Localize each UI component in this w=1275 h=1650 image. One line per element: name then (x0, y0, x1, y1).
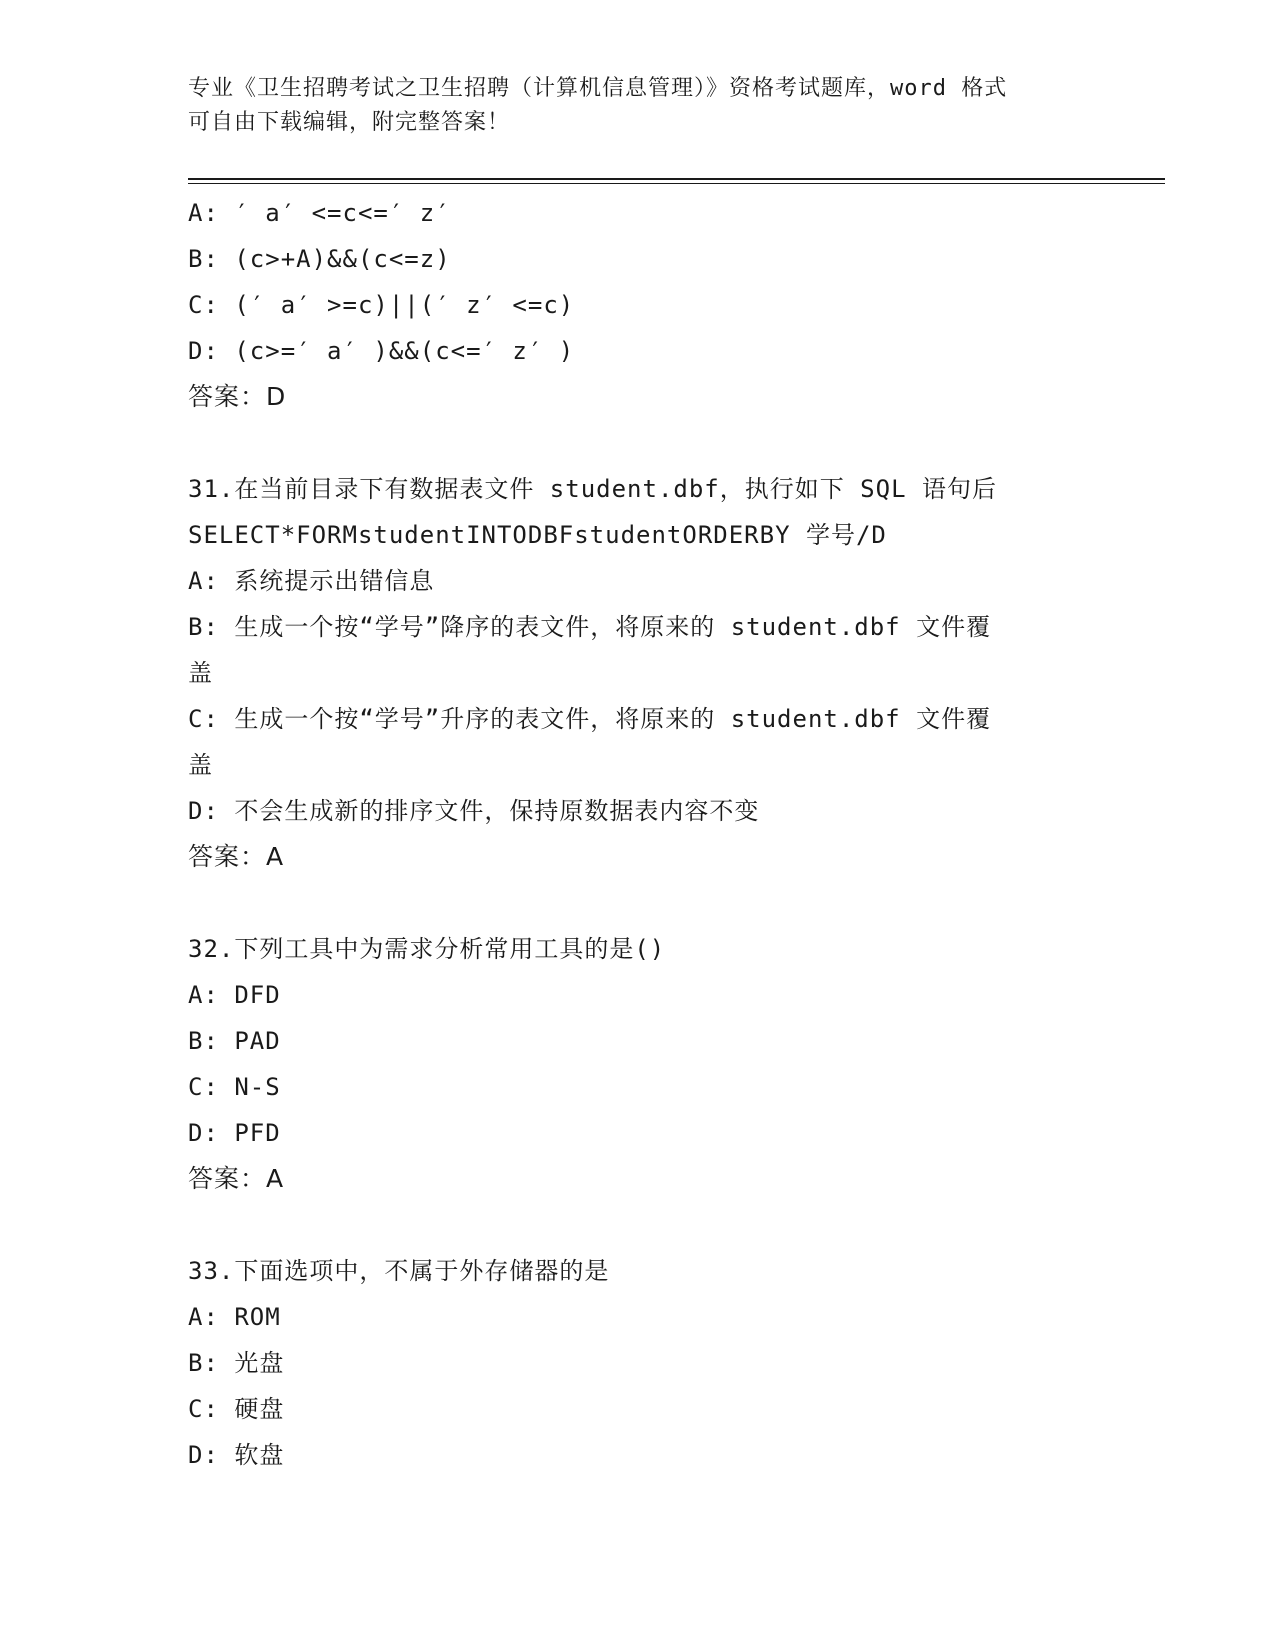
option-c: C: (′ a′ >=c)||(′ z′ <=c) (188, 291, 575, 319)
header-line-2: 可自由下载编辑，附完整答案！ (188, 110, 511, 135)
question-stem: 31.在当前目录下有数据表文件 student.dbf，执行如下 SQL 语句后 (188, 475, 997, 503)
question-31 (188, 466, 1088, 880)
option-b: B: 生成一个按“学号”降序的表文件，将原来的 student.dbf 文件覆 (188, 613, 992, 641)
header-rule-thin (188, 183, 1165, 184)
option-b-cont: 盖 (188, 659, 213, 687)
option-c: C: 生成一个按“学号”升序的表文件，将原来的 student.dbf 文件覆 (188, 705, 992, 733)
document-header (188, 72, 1088, 140)
option-c: C: N-S (188, 1073, 281, 1101)
option-a: A: DFD (188, 981, 281, 1009)
option-c: C: 硬盘 (188, 1395, 285, 1423)
answer: 答案：D (188, 382, 287, 411)
header-line-1: 专业《卫生招聘考试之卫生招聘（计算机信息管理）》资格考试题库，word 格式 (188, 76, 1008, 101)
question-list (188, 190, 1088, 1478)
option-d: D: (c>=′ a′ )&&(c<=′ z′ ) (188, 337, 575, 365)
option-d: D: 软盘 (188, 1441, 285, 1469)
option-a: A: ROM (188, 1303, 281, 1331)
option-a: A: ′ a′ <=c<=′ z′ (188, 199, 451, 227)
answer: 答案：A (188, 1164, 285, 1193)
option-b: B: 光盘 (188, 1349, 285, 1377)
answer: 答案：A (188, 842, 285, 871)
option-b: B: (c>+A)&&(c<=z) (188, 245, 451, 273)
question-stem: 33.下面选项中，不属于外存储器的是 (188, 1257, 610, 1285)
option-d: D: 不会生成新的排序文件，保持原数据表内容不变 (188, 797, 760, 825)
header-rule-thick (188, 178, 1165, 180)
option-d: D: PFD (188, 1119, 281, 1147)
question-32 (188, 926, 1088, 1202)
option-c-cont: 盖 (188, 751, 213, 779)
option-b: B: PAD (188, 1027, 281, 1055)
question-33 (188, 1248, 1088, 1478)
question-stem: 32.下列工具中为需求分析常用工具的是() (188, 935, 666, 963)
option-a: A: 系统提示出错信息 (188, 567, 435, 595)
question-stem-2: SELECT*FORMstudentINTODBFstudentORDERBY 学号/D (188, 521, 887, 549)
question-30 (188, 190, 1088, 420)
